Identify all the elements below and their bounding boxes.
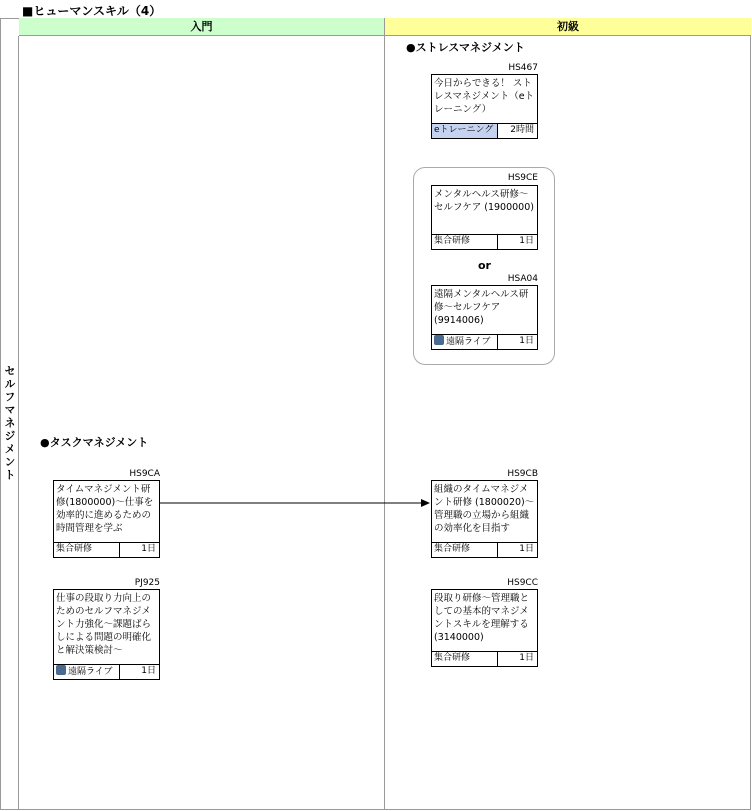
course-code-hs9cc: HS9CC <box>507 578 538 588</box>
course-code-hs467: HS467 <box>508 63 538 73</box>
column-header-beginner: 初級 <box>385 18 751 36</box>
course-code-hs9ce: HS9CE <box>507 173 538 183</box>
course-duration: 1日 <box>519 236 534 246</box>
or-label: or <box>478 259 491 272</box>
arrow-head <box>421 499 430 507</box>
course-type: 集合研修 <box>432 543 498 557</box>
course-type: eトレーニング <box>432 124 498 138</box>
course-duration: 1日 <box>141 544 156 554</box>
column-header-entry: 入門 <box>19 18 385 36</box>
course-title: 段取り研修～管理職としての基本的マネジメントスキルを理解する (3140000) <box>434 593 530 643</box>
course-type: 遠隔ライブ <box>54 665 120 679</box>
page-title: ■ヒューマンスキル（4） <box>22 4 162 18</box>
section-title-task: ●タスクマネジメント <box>40 436 149 449</box>
course-code-hs9ca: HS9CA <box>129 469 160 479</box>
row-label-self-management: セルフマネジメント <box>0 36 19 810</box>
course-title: メンタルヘルス研修～セルフケア (1900000) <box>434 189 534 213</box>
course-duration: 1日 <box>519 653 534 663</box>
course-code-hsa04: HSA04 <box>507 274 538 284</box>
course-code-hs9cb: HS9CB <box>507 469 538 479</box>
course-type: 集合研修 <box>432 652 498 666</box>
course-type: 集合研修 <box>432 235 498 249</box>
course-title: 組織のタイムマネジメント研修 (1800020)～管理職の立場から組織の効率化を目指す <box>434 484 535 534</box>
course-code-pj925: PJ925 <box>134 578 160 588</box>
course-duration: 2時間 <box>510 125 534 135</box>
course-title: 遠隔メンタルヘルス研修～セルフケア (9914006) <box>434 289 529 326</box>
course-title: タイムマネジメント研修(1800000)～仕事を効率的に進めるための時間管理を学ぶ <box>56 484 154 534</box>
course-duration: 1日 <box>519 336 534 346</box>
course-title: 今日からできる！ ストレスマネジメント（eトレーニング） <box>434 78 535 115</box>
course-type: 集合研修 <box>54 543 120 557</box>
course-type: 遠隔ライブ <box>432 335 498 349</box>
course-title: 仕事の段取り力向上のためのセルフマネジメント力強化～課題ばらしによる問題の明確化と解決策検討～ <box>56 593 152 656</box>
section-title-stress: ●ストレスマネジメント <box>406 41 525 54</box>
course-duration: 1日 <box>519 544 534 554</box>
course-duration: 1日 <box>141 666 156 676</box>
